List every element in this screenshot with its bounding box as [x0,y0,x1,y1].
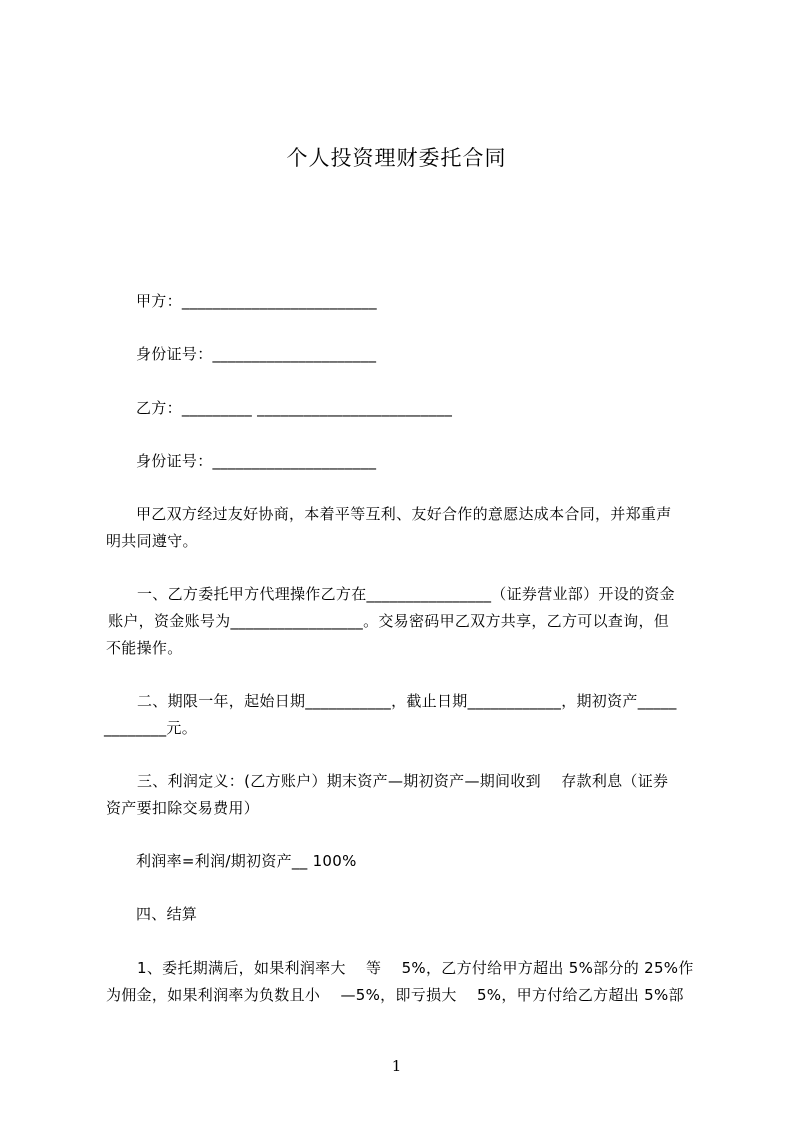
clause-1-line-2: 账户，资金账号为_________________。交易密码甲乙双方共享，乙方可以查询，但 [103,612,670,630]
clause-3-line-1: 三、利润定义：(乙方账户）期末资产—期初资产—期间收到 存款利息（证券 [137,772,669,790]
section-4-heading: 四、结算 [136,905,198,923]
party-b-id-line: 身份证号：_____________________ [136,452,377,470]
party-b-line: 乙方：_________ _________________________ [136,399,453,417]
page-number: 1 [391,1057,402,1075]
clause-2-line-1: 二、期限一年，起始日期___________，截止日期____________，期初资产_____ [137,692,677,710]
clause-2-line-2: ________元。 [104,719,198,737]
party-a-line: 甲方：_________________________ [136,292,377,310]
clause-3-line-2: 资产要扣除交易费用） [106,799,260,817]
settlement-line-1: 1、委托期满后，如果利润率大 等 5%，乙方付给甲方超出 5%部分的 25%作 [137,959,694,977]
document-title: 个人投资理财委托合同 [286,146,507,170]
profit-rate-line: 利润率=利润/期初资产__ 100% [136,852,357,870]
clause-1-line-1: 一、乙方委托甲方代理操作乙方在________________（证券营业部）开设的资金 [137,585,675,603]
preamble-line-2: 明共同遵守。 [106,532,198,550]
settlement-line-2: 为佣金，如果利润率为负数且小 —5%，即亏损大 5%，甲方付给乙方超出 5%部 [106,986,684,1004]
preamble-line-1: 甲乙双方经过友好协商，本着平等互利、友好合作的意愿达成本合同，并郑重声 [136,505,672,523]
party-a-id-line: 身份证号：_____________________ [136,345,377,363]
clause-1-line-3: 不能操作。 [106,639,183,657]
